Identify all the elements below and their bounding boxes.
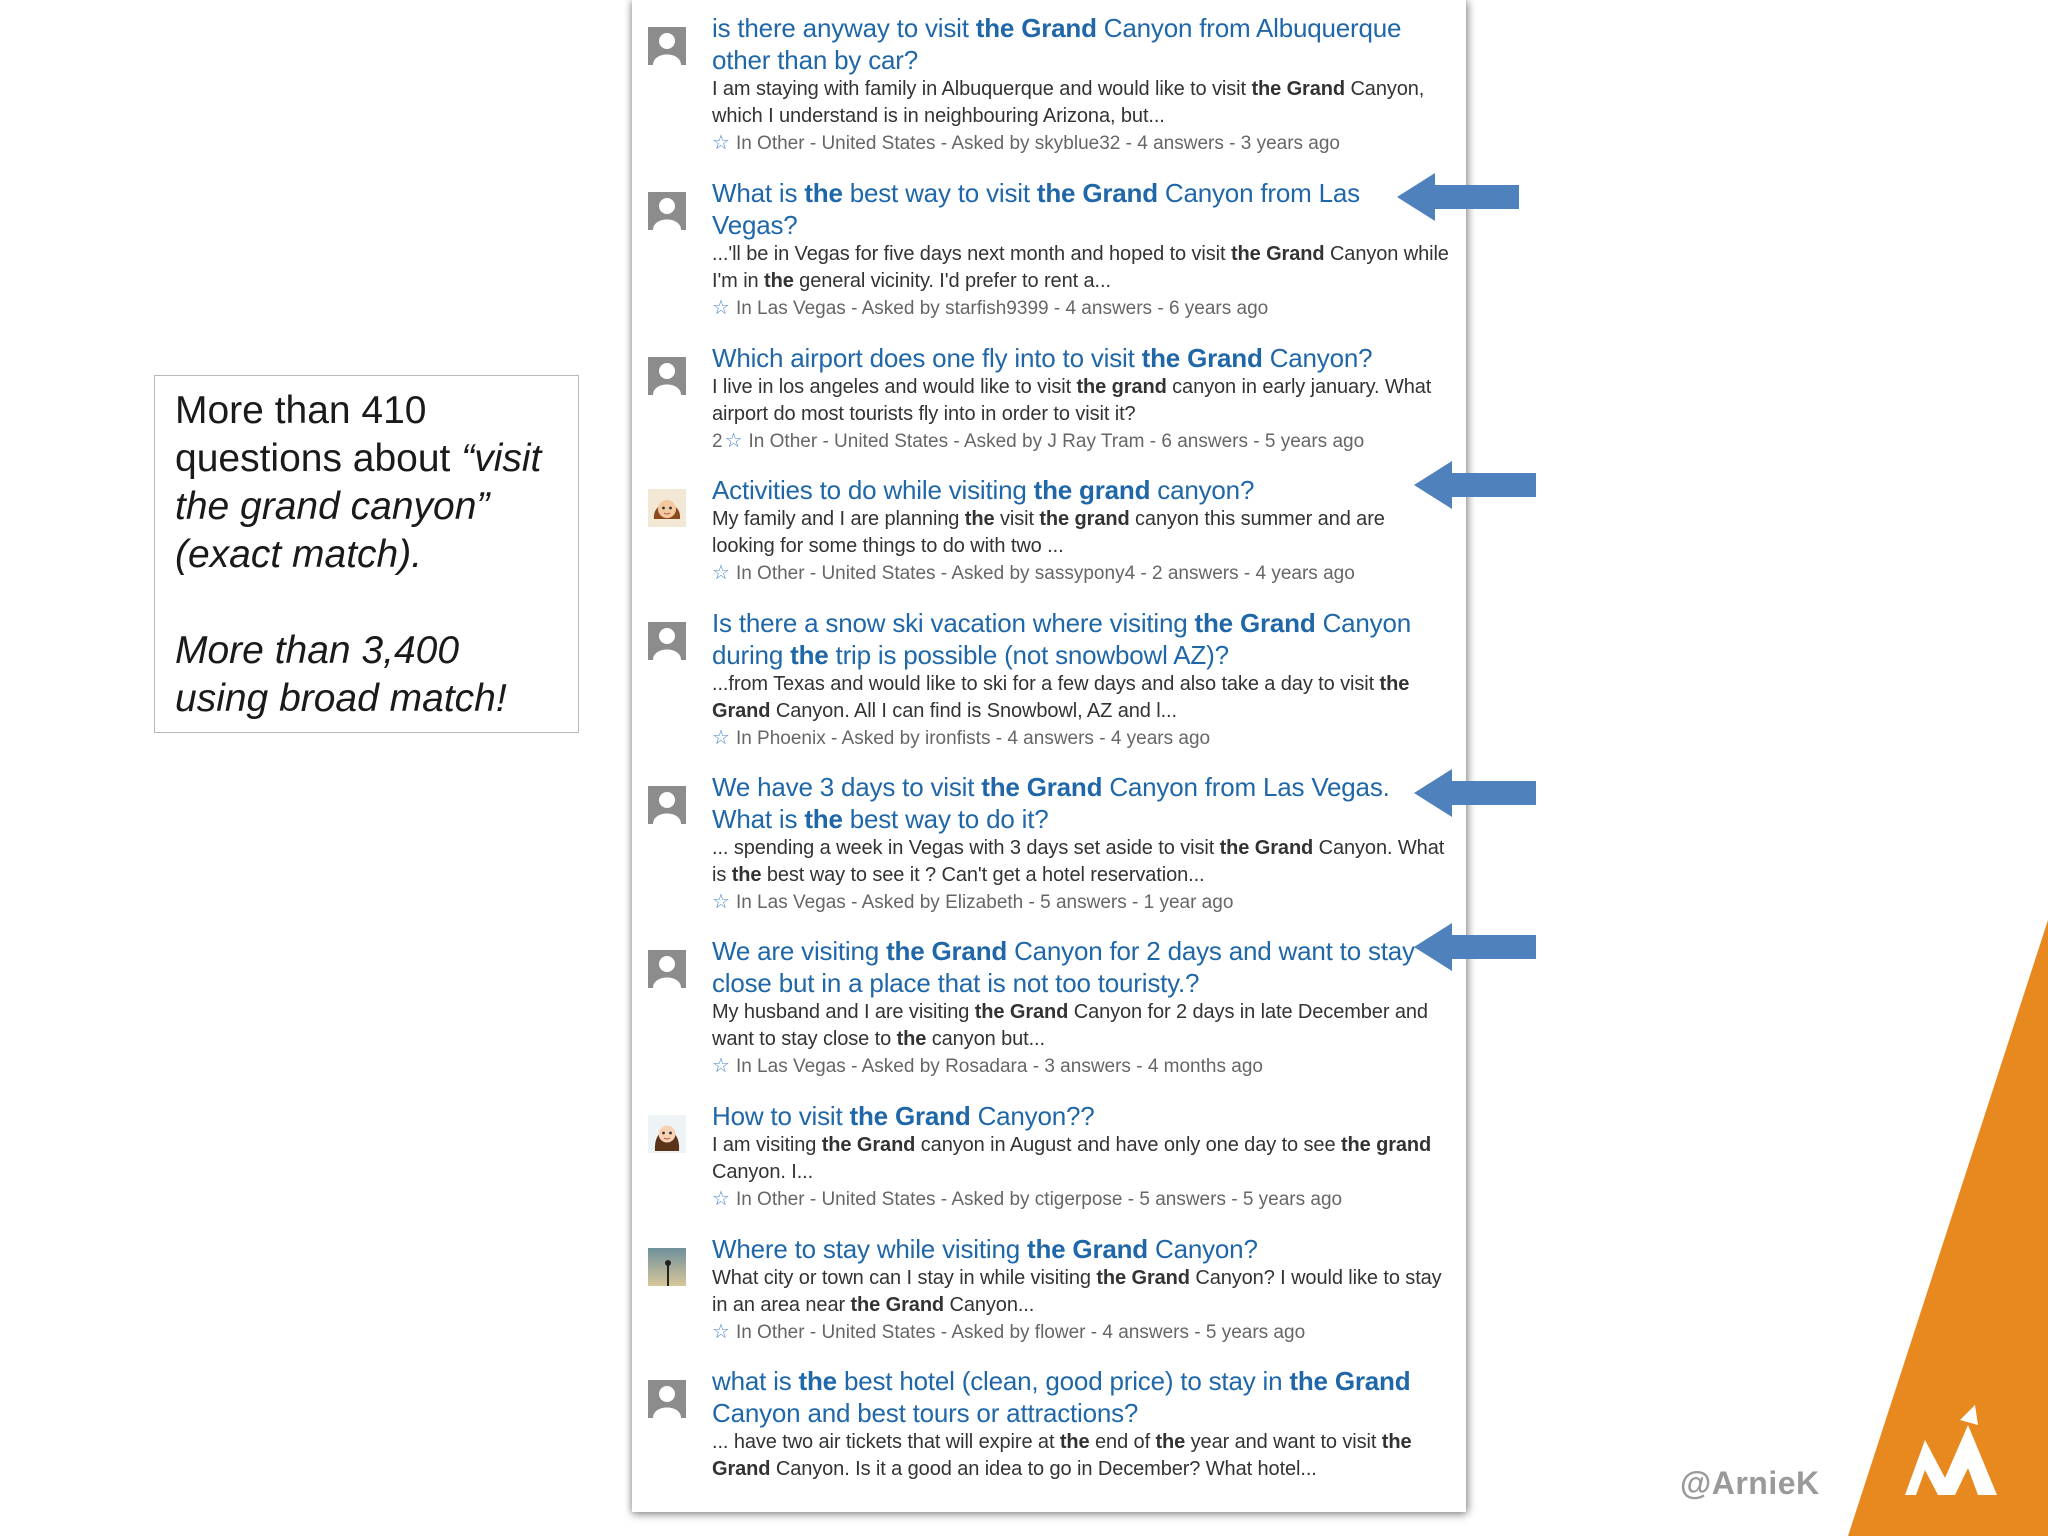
question-meta [712, 889, 1452, 916]
callout-line-3: the grand canyon” [175, 485, 490, 528]
question-snippet: What city or town can I stay in while visiting the Grand Canyon? I would like to stay in an area near the Grand Canyon... [712, 1267, 1442, 1316]
star-icon[interactable]: ☆ [712, 891, 730, 913]
user-avatar[interactable] [648, 950, 686, 988]
question-meta [712, 130, 1452, 157]
search-results-panel [632, 0, 1466, 1512]
callout-line-1: More than 410 [175, 389, 427, 432]
question-title-link[interactable]: is there anyway to visit the Grand Canyon from Albuquerque other than by car? [712, 13, 1402, 75]
star-icon[interactable]: ☆ [712, 1055, 730, 1077]
arrow-left-icon [1397, 173, 1522, 221]
question-meta-text: In Other - United States - Asked by flower - 4 answers - 5 years ago [735, 1322, 1306, 1343]
question-meta [712, 560, 1452, 587]
question-meta-text: In Las Vegas - Asked by Rosadara - 3 answers - 4 months ago [735, 1056, 1263, 1077]
question-snippet: ... have two air tickets that will expire at the end of the year and want to visit the Grand Canyon. Is it a good an idea to go in December? What hotel... [712, 1431, 1412, 1480]
question-title-link[interactable]: We have 3 days to visit the Grand Canyon from Las Vegas. What is the best way to do it? [712, 772, 1390, 834]
star-icon[interactable]: ☆ [712, 727, 730, 749]
question-meta [712, 1186, 1452, 1213]
user-avatar[interactable] [648, 622, 686, 660]
callout-line-6: using broad match! [175, 677, 507, 720]
user-avatar[interactable] [648, 1248, 686, 1286]
question-title-link[interactable]: Where to stay while visiting the Grand Canyon? [712, 1234, 1258, 1264]
question-title-link[interactable]: We are visiting the Grand Canyon for 2 days and want to stay close but in a place that is not too touristy.? [712, 936, 1415, 998]
user-avatar[interactable] [648, 786, 686, 824]
user-avatar[interactable] [648, 192, 686, 230]
star-icon[interactable]: ☆ [712, 562, 730, 584]
arrow-left-icon [1414, 769, 1539, 817]
star-icon[interactable]: ☆ [712, 1321, 730, 1343]
question-title-link[interactable]: Activities to do while visiting the grand canyon? [712, 475, 1255, 505]
question-snippet: ...'ll be in Vegas for five days next month and hoped to visit the Grand Canyon while I'm in the general vicinity. I'd prefer to rent a... [712, 243, 1449, 292]
star-count: 2 [712, 431, 723, 452]
user-avatar[interactable] [648, 1380, 686, 1418]
question-snippet: I live in los angeles and would like to visit the grand canyon in early january. What airport do most tourists fly into in order to visit it? [712, 376, 1432, 425]
question-meta-text: In Other - United States - Asked by J Ray Tram - 6 answers - 5 years ago [748, 431, 1365, 452]
brand-logo-icon [1905, 1405, 1997, 1495]
user-avatar[interactable] [648, 1115, 686, 1153]
arrow-left-icon [1414, 461, 1539, 509]
callout-line-2 [175, 435, 558, 483]
callout-line-4: (exact match). [175, 533, 423, 576]
star-icon[interactable]: ☆ [724, 430, 743, 452]
question-snippet: ... spending a week in Vegas with 3 days set aside to visit the Grand Canyon. What is the best way to see it ? Can't get a hotel reservation... [712, 837, 1445, 886]
question-title-link[interactable]: Which airport does one fly into to visit the Grand Canyon? [712, 343, 1373, 373]
question-meta-text: In Other - United States - Asked by sassypony4 - 2 answers - 4 years ago [735, 563, 1355, 584]
star-icon[interactable]: ☆ [712, 1188, 730, 1210]
arrow-left-icon [1414, 923, 1539, 971]
question-title-link[interactable]: What is the best way to visit the Grand Canyon from Las Vegas? [712, 178, 1360, 240]
callout-line-2-plain: questions about [175, 437, 462, 480]
question-meta-text: In Phoenix - Asked by ironfists - 4 answers - 4 years ago [735, 728, 1211, 749]
author-handle: @ArnieK [1680, 1465, 1820, 1501]
question-meta [712, 1053, 1452, 1080]
user-avatar[interactable] [648, 489, 686, 527]
question-title-link[interactable]: How to visit the Grand Canyon?? [712, 1101, 1095, 1131]
question-title-link[interactable]: what is the best hotel (clean, good price) to stay in the Grand Canyon and best tours or attractions? [712, 1366, 1411, 1428]
callout-line-5: More than 3,400 [175, 629, 460, 672]
question-snippet: I am staying with family in Albuquerque and would like to visit the Grand Canyon, which I understand is in neighbouring Arizona, but... [712, 78, 1425, 127]
summary-callout [154, 375, 579, 733]
question-snippet: ...from Texas and would like to ski for a few days and also take a day to visit the Grand Canyon. All I can find is Snowbowl, AZ and l... [712, 673, 1410, 722]
user-avatar[interactable] [648, 357, 686, 395]
question-meta-text: In Las Vegas - Asked by Elizabeth - 5 answers - 1 year ago [735, 892, 1234, 913]
question-meta [712, 428, 1452, 455]
question-meta [712, 295, 1452, 322]
star-icon[interactable]: ☆ [712, 132, 730, 154]
question-title-link[interactable]: Is there a snow ski vacation where visiting the Grand Canyon during the trip is possible (not snowbowl AZ)? [712, 608, 1411, 670]
question-meta [712, 1319, 1452, 1346]
question-snippet: My family and I are planning the visit the grand canyon this summer and are looking for some things to do with two ... [712, 508, 1385, 557]
question-meta-text: In Las Vegas - Asked by starfish9399 - 4 answers - 6 years ago [735, 298, 1269, 319]
question-snippet: My husband and I are visiting the Grand Canyon for 2 days in late December and want to stay close to the canyon but... [712, 1001, 1428, 1050]
star-icon[interactable]: ☆ [712, 297, 730, 319]
question-meta [712, 725, 1452, 752]
question-snippet: I am visiting the Grand canyon in August and have only one day to see the grand Canyon. I... [712, 1134, 1432, 1183]
user-avatar[interactable] [648, 27, 686, 65]
question-meta-text: In Other - United States - Asked by ctigerpose - 5 answers - 5 years ago [735, 1189, 1343, 1210]
question-meta-text: In Other - United States - Asked by skyblue32 - 4 answers - 3 years ago [735, 133, 1341, 154]
callout-line-2-italic: “visit [461, 437, 542, 480]
